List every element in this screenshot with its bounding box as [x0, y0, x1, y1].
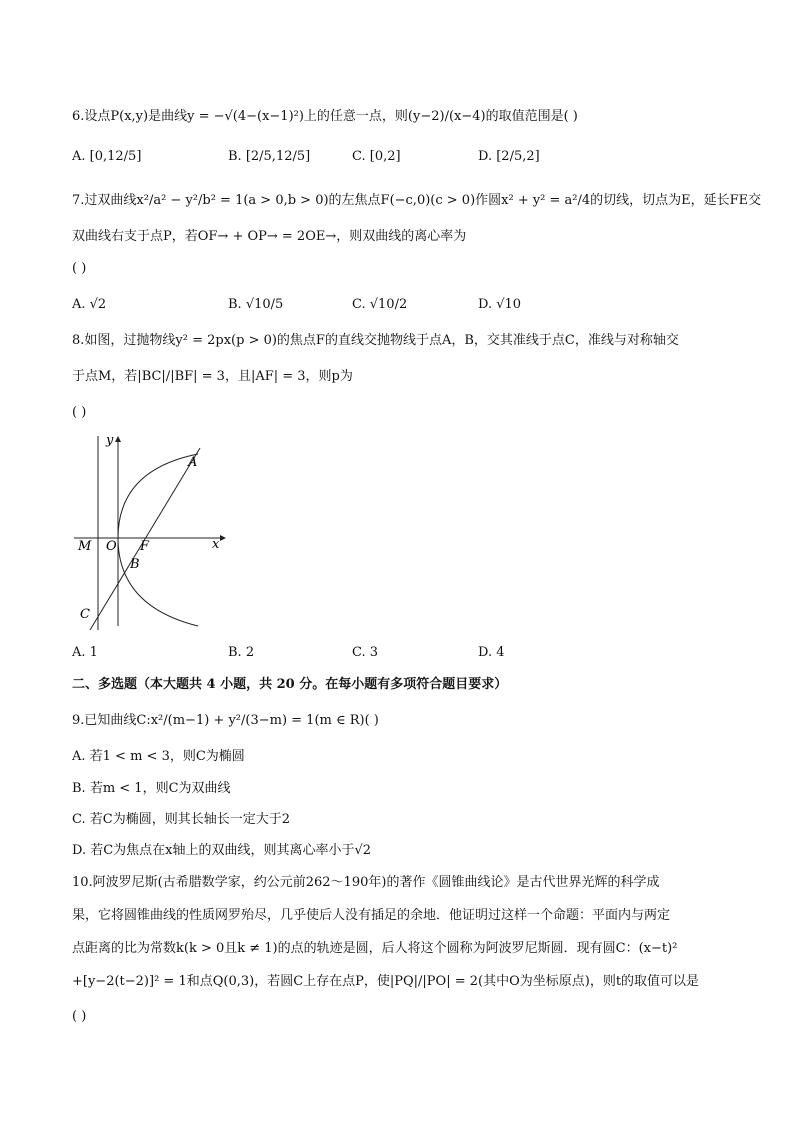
q8-option-a: A. 1: [72, 645, 98, 660]
q7-stem-line1: 7.过双曲线x²/a² − y²/b² = 1(a > 0,b > 0)的左焦点F(−c,0)(c > 0)作圆x² + y² = a²/4的切线，切点为E，延长FE交: [72, 193, 762, 208]
q7-option-a: A. √2: [72, 297, 107, 312]
label-m: M: [78, 539, 92, 554]
label-x: x: [212, 537, 220, 552]
q7-option-d: D. √10: [478, 297, 522, 312]
q8-figure: [72, 430, 232, 630]
label-c: C: [80, 607, 90, 622]
y-axis-arrow: [115, 436, 121, 442]
q9-stem: 9.已知曲线C:x²/(m−1) + y²/(3−m) = 1(m ∈ R)( ): [72, 713, 379, 728]
parabola-curve: [118, 454, 198, 626]
q7-option-c: C. √10/2: [352, 297, 408, 312]
q9-option-c: C. 若C为椭圆，则其长轴长一定大于2: [72, 812, 290, 827]
q10-line3: 点距离的比为常数k(k > 0且k ≠ 1)的点的轨迹是圆，后人将这个圆称为阿波罗尼斯圆．现有圆C：(x−t)²: [72, 941, 678, 956]
q8-option-c: C. 3: [352, 645, 379, 660]
q8-paren: ( ): [72, 405, 87, 420]
label-y: y: [106, 433, 114, 448]
label-o: O: [106, 539, 117, 554]
q6-option-c: C. [0,2]: [352, 149, 401, 164]
q10-line2: 果，它将圆锥曲线的性质网罗殆尽，几乎使后人没有插足的余地．他证明过这样一个命题：平面内与两定: [72, 908, 671, 923]
q10-line4: +[y−2(t−2)]² = 1和点Q(0,3)，若圆C上存在点P，使|PQ|/|PO| = 2(其中O为坐标原点)，则t的取值可以是: [72, 974, 700, 989]
section-heading: 二、多选题（本大题共 4 小题，共 20 分。在每小题有多项符合题目要求）: [72, 677, 508, 692]
q8-stem-line1: 8.如图，过抛物线y² = 2px(p > 0)的焦点F的直线交抛物线于点A，B，交其准线于点C，准线与对称轴交: [72, 333, 679, 348]
label-b: B: [130, 557, 140, 572]
q9-option-a: A. 若1 < m < 3，则C为椭圆: [72, 749, 245, 764]
q7-stem-line2: 双曲线右支于点P，若OF→ + OP→ = 2OE→，则双曲线的离心率为: [72, 229, 467, 244]
q7-paren: ( ): [72, 261, 87, 276]
x-axis-arrow: [220, 535, 226, 541]
q9-option-b: B. 若m < 1，则C为双曲线: [72, 781, 231, 796]
q6-option-a: A. [0,12/5]: [72, 149, 142, 164]
q8-option-b: B. 2: [228, 645, 255, 660]
q10-paren: ( ): [72, 1009, 87, 1024]
q9-option-d: D. 若C为焦点在x轴上的双曲线，则其离心率小于√2: [72, 843, 372, 858]
label-f: F: [140, 539, 150, 554]
q7-option-b: B. √10/5: [228, 297, 284, 312]
q6-option-b: B. [2/5,12/5]: [228, 149, 311, 164]
q8-stem-line2: 于点M，若|BC|/|BF| = 3，且|AF| = 3，则p为: [72, 369, 353, 384]
q6-stem: 6.设点P(x,y)是曲线y = −√(4−(x−1)²)上的任意一点，则(y−2)/(x−4)的取值范围是( ): [72, 109, 578, 124]
q10-line1: 10.阿波罗尼斯(古希腊数学家，约公元前262～190年)的著作《圆锥曲线论》是古代世界光辉的科学成: [72, 875, 660, 890]
label-a: A: [188, 455, 198, 470]
q8-option-d: D. 4: [478, 645, 505, 660]
q6-option-d: D. [2/5,2]: [478, 149, 540, 164]
